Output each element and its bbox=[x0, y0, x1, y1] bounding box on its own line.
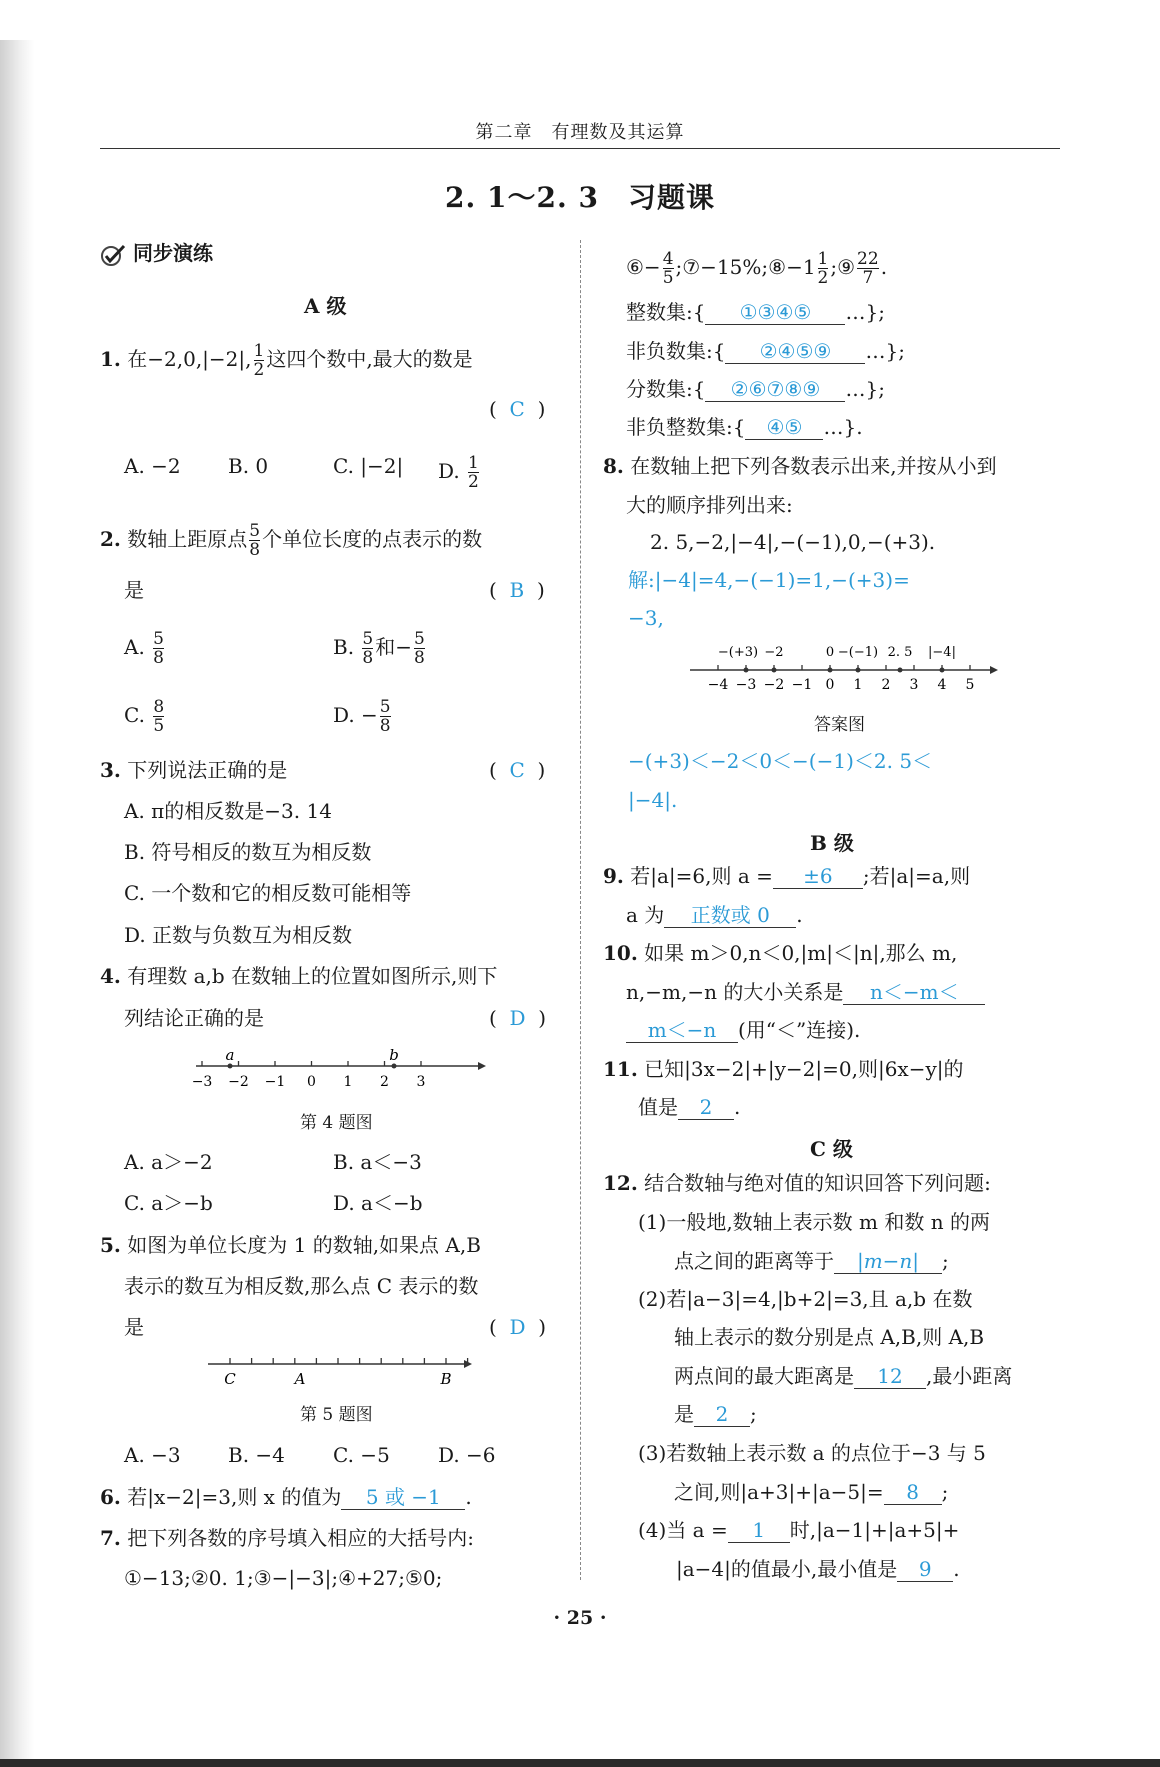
q8-tick-label: 0 bbox=[825, 677, 835, 693]
bottom-bar bbox=[0, 1759, 1160, 1767]
question-4: 4. 有理数 a,b 在数轴上的位置如图所示,则下 bbox=[100, 964, 498, 988]
q8-point bbox=[898, 668, 903, 673]
q4-tick-label: −3 bbox=[191, 1074, 213, 1090]
q8-order-a: −(+3)＜−2＜0＜−(−1)＜2. 5＜ bbox=[628, 749, 933, 773]
q8-point bbox=[772, 668, 777, 673]
q3-option-c: C. 一个数和它的相反数可能相等 bbox=[124, 881, 412, 905]
q5-option-b: B. −4 bbox=[228, 1443, 285, 1467]
q8-numbers: 2. 5,−2,|−4|,−(−1),0,−(+3). bbox=[650, 530, 936, 554]
q8-tick-label: −3 bbox=[735, 677, 757, 693]
q1-option-c: C. |−2| bbox=[333, 454, 404, 478]
q8-solution-a: 解:|−4|=4,−(−1)=1,−(+3)= bbox=[628, 568, 910, 592]
q10-line-2: n,−m,−n 的大小关系是 n＜−m＜ bbox=[626, 980, 985, 1005]
q7-line-1: ①−13;②0. 1;③−|−3|;④+27;⑤0; bbox=[124, 1566, 443, 1590]
question-2: 2. 数轴上距原点 $\frac{5}{8}$ 个单位长度的点表示的数 bbox=[100, 521, 483, 560]
q8-arrow bbox=[990, 666, 998, 674]
q4-label-a: a bbox=[225, 1046, 235, 1064]
question-1 bbox=[100, 342, 473, 379]
q1-answer: C bbox=[509, 397, 525, 421]
question-7: 7. 把下列各数的序号填入相应的大括号内: bbox=[100, 1526, 474, 1550]
q4-tick-label: −1 bbox=[264, 1074, 286, 1090]
q5-answer: D bbox=[509, 1315, 526, 1339]
q12-part-2-a: (2)若|a−3|=4,|b+2|=3,且 a,b 在数 bbox=[638, 1287, 973, 1311]
q11-line-2: 值是 2 . bbox=[638, 1095, 741, 1119]
q8-tick-label: 4 bbox=[937, 677, 947, 693]
q1-text-a: 在−2,0,|−2|, bbox=[127, 347, 252, 371]
q8-text-b: 大的顺序排列出来: bbox=[626, 493, 793, 517]
q12-part-1-b: 点之间的距离等于 |m−n| ; bbox=[674, 1249, 949, 1273]
q12-part-4-b: |a−4|的值最小,最小值是 9 . bbox=[676, 1557, 960, 1581]
question-9: 9. 若|a|=6,则 a = ±6 ;若|a|=a,则 bbox=[603, 864, 971, 888]
level-c-label: C 级 bbox=[810, 1137, 853, 1161]
q2-text-c: 是 bbox=[124, 578, 144, 602]
q8-tick-label: 1 bbox=[853, 677, 863, 693]
q1-option-b: B. 0 bbox=[228, 454, 269, 478]
q7-set-integers: 整数集:{ ①③④⑤ …}; bbox=[626, 300, 885, 324]
q10-line-3: m＜−n (用“＜”连接). bbox=[626, 1018, 860, 1043]
q8-tick-label: 5 bbox=[965, 677, 975, 693]
q7-set-nonneg-integers-answer: ④⑤ bbox=[745, 415, 823, 440]
q7-line-2: ⑥− $\frac{4}{5}$ ;⑦−15%;⑧−1 $\frac{1}{2}$ ;⑨ $\frac{22}{7}$ . bbox=[626, 249, 888, 288]
q7-set-nonnegative: 非负数集:{ ②④⑤⑨ …}; bbox=[626, 339, 905, 363]
q8-tick-label: 3 bbox=[909, 677, 919, 693]
q12-part-3-b: 之间,则|a+3|+|a−5|= 8 ; bbox=[674, 1480, 949, 1504]
q4-number-line bbox=[191, 1046, 486, 1094]
q12-part-4-answer-b: 9 bbox=[897, 1557, 953, 1582]
q5-option-d: D. −6 bbox=[438, 1443, 496, 1467]
q8-point-label: −(+3) bbox=[717, 645, 759, 660]
q6-answer: 5 或 −1 bbox=[341, 1485, 465, 1510]
q4-caption: 第 4 题图 bbox=[300, 1113, 373, 1133]
q3-option-d: D. 正数与负数互为相反数 bbox=[124, 923, 353, 947]
q8-point-label: |−4| bbox=[928, 645, 956, 660]
section-heading bbox=[100, 241, 213, 267]
q5-option-a: A. −3 bbox=[124, 1443, 181, 1467]
q1-answer-slot: ( C ) bbox=[489, 397, 546, 421]
page-edge-shadow bbox=[0, 40, 34, 1760]
question-12: 12. 结合数轴与绝对值的知识回答下列问题: bbox=[603, 1171, 991, 1195]
q8-tick-label: −4 bbox=[707, 677, 729, 693]
running-head: 第二章 有理数及其运算 bbox=[475, 122, 685, 143]
q3-option-b: B. 符号相反的数互为相反数 bbox=[124, 840, 372, 864]
level-b-label: B 级 bbox=[810, 831, 854, 855]
q4-arrow bbox=[478, 1062, 486, 1070]
q5-answer-slot: ( D ) bbox=[489, 1315, 547, 1339]
q11-answer: 2 bbox=[678, 1095, 734, 1120]
q2-answer-slot: ( B ) bbox=[489, 578, 545, 602]
question-8: 8. 在数轴上把下列各数表示出来,并按从小到 bbox=[603, 454, 997, 478]
q4-answer: D bbox=[509, 1006, 526, 1030]
q7-set-nonneg-integers: 非负整数集:{ ④⑤ …}. bbox=[626, 415, 863, 439]
q2-option-b: B. $\frac{5}{8}$ 和− $\frac{5}{8}$ bbox=[333, 629, 425, 668]
q5-text-b: 表示的数互为相反数,那么点 C 表示的数 bbox=[124, 1274, 479, 1298]
q1-number: 1. bbox=[100, 347, 121, 371]
q12-part-2-c: 两点间的最大距离是 12 ,最小距离 bbox=[674, 1364, 1013, 1388]
q8-point bbox=[856, 668, 861, 673]
q2-option-d: D. − $\frac{5}{8}$ bbox=[333, 697, 391, 736]
q5-option-c: C. −5 bbox=[333, 1443, 390, 1467]
q7-set-fractions-answer: ②⑥⑦⑧⑨ bbox=[705, 377, 845, 402]
question-11: 11. 已知|3x−2|+|y−2|=0,则|6x−y|的 bbox=[603, 1057, 964, 1081]
q5-label-c: C bbox=[224, 1370, 236, 1388]
q8-tick-label: 2 bbox=[881, 677, 891, 693]
q8-order-b: |−4|. bbox=[628, 788, 678, 812]
q12-part-2-answer-max: 12 bbox=[854, 1364, 926, 1389]
q12-part-2-answer-min: 2 bbox=[694, 1402, 750, 1427]
q5-label-a: A bbox=[294, 1370, 306, 1388]
q12-part-3-answer: 8 bbox=[884, 1480, 942, 1505]
q2-fraction: $\frac{5}{8}$ bbox=[249, 521, 261, 560]
q8-point bbox=[940, 668, 945, 673]
q8-point-label: −(−1) bbox=[837, 645, 879, 660]
q4-option-a: A. a＞−2 bbox=[124, 1150, 213, 1174]
q4-option-b: B. a＜−3 bbox=[333, 1150, 422, 1174]
q2-option-a: A. $\frac{5}{8}$ bbox=[124, 629, 164, 668]
q2-number: 2. bbox=[100, 527, 121, 551]
q4-point-a bbox=[228, 1064, 233, 1069]
q3-answer: C bbox=[509, 758, 525, 782]
q1-fraction: $\frac{1}{2}$ bbox=[253, 341, 265, 380]
q4-option-c: C. a＞−b bbox=[124, 1191, 213, 1215]
q4-tick-label: 2 bbox=[380, 1074, 389, 1090]
q2-option-c: C. $\frac{8}{5}$ bbox=[124, 697, 165, 736]
q9-answer-b: 正数或 0 bbox=[664, 903, 796, 928]
q12-part-2-b: 轴上表示的数分别是点 A,B,则 A,B bbox=[674, 1325, 985, 1349]
q10-answer-a: n＜−m＜ bbox=[843, 980, 985, 1005]
q1-option-a: A. −2 bbox=[124, 454, 181, 478]
page-number: · 25 · bbox=[553, 1607, 607, 1629]
q3-option-a: A. π的相反数是−3. 14 bbox=[124, 799, 332, 823]
q8-point-label: 0 bbox=[825, 645, 835, 660]
page-title: 2. 1～2. 3 习题课 bbox=[445, 181, 715, 214]
question-3: 3. 下列说法正确的是 bbox=[100, 758, 288, 782]
q4-text-b: 列结论正确的是 bbox=[124, 1006, 264, 1030]
level-a-label: A 级 bbox=[304, 294, 347, 318]
q7-set-fractions: 分数集:{ ②⑥⑦⑧⑨ …}; bbox=[626, 377, 885, 401]
q5-number-line bbox=[208, 1352, 472, 1394]
q8-point bbox=[744, 668, 749, 673]
question-10: 10. 如果 m＞0,n＜0,|m|＜|n|,那么 m, bbox=[603, 941, 958, 965]
q5-text-c: 是 bbox=[124, 1315, 144, 1339]
q4-tick-label: 0 bbox=[307, 1074, 316, 1090]
q4-label-b: b bbox=[389, 1046, 399, 1064]
q12-part-4-a: (4)当 a = 1 时,|a−1|+|a+5|+ bbox=[638, 1518, 960, 1542]
checkmark-icon bbox=[100, 243, 126, 267]
q8-tick-label: −1 bbox=[791, 677, 813, 693]
q12-part-1-a: (1)一般地,数轴上表示数 m 和数 n 的两 bbox=[638, 1210, 990, 1234]
q7-set-integers-answer: ①③④⑤ bbox=[705, 300, 845, 325]
q8-solution-b: −3, bbox=[628, 606, 664, 630]
header-rule bbox=[100, 148, 1060, 149]
q1-text-b: 这四个数中,最大的数是 bbox=[266, 347, 473, 371]
q5-caption: 第 5 题图 bbox=[300, 1405, 373, 1425]
q12-part-1-answer: |m−n| bbox=[834, 1249, 942, 1274]
q12-part-4-answer-a: 1 bbox=[728, 1518, 790, 1543]
q9-line-2: a 为 正数或 0 . bbox=[626, 903, 803, 927]
q4-tick-label: 1 bbox=[343, 1074, 353, 1090]
q8-point-label: 2. 5 bbox=[887, 645, 913, 660]
q4-option-d: D. a＜−b bbox=[333, 1191, 423, 1215]
q1-option-d: D. $\frac{1}{2}$ bbox=[438, 453, 479, 492]
q8-caption: 答案图 bbox=[814, 715, 865, 735]
q8-point-label: −2 bbox=[764, 645, 784, 660]
q9-answer-a: ±6 bbox=[773, 864, 863, 889]
q12-part-3-a: (3)若数轴上表示数 a 的点位于−3 与 5 bbox=[638, 1441, 986, 1465]
q8-number-line bbox=[690, 640, 1000, 696]
question-5: 5. 如图为单位长度为 1 的数轴,如果点 A,B bbox=[100, 1233, 481, 1257]
q4-tick-label: 3 bbox=[416, 1074, 426, 1090]
section-label: 同步演练 bbox=[132, 241, 213, 265]
q3-answer-slot: ( C ) bbox=[489, 758, 546, 782]
q4-point-b bbox=[392, 1064, 397, 1069]
q12-part-2-d: 是 2 ; bbox=[674, 1402, 757, 1426]
q5-label-b: B bbox=[440, 1370, 452, 1388]
q8-tick-label: −2 bbox=[763, 677, 785, 693]
q7-set-nonnegative-answer: ②④⑤⑨ bbox=[725, 339, 865, 364]
q4-tick-label: −2 bbox=[228, 1074, 249, 1090]
column-divider bbox=[580, 240, 581, 1580]
q8-point bbox=[828, 668, 833, 673]
question-6: 6. 若|x−2|=3,则 x 的值为 5 或 −1 . bbox=[100, 1485, 472, 1509]
q10-answer-b: m＜−n bbox=[626, 1018, 738, 1043]
q2-answer: B bbox=[509, 578, 525, 602]
q4-answer-slot: ( D ) bbox=[489, 1006, 547, 1030]
